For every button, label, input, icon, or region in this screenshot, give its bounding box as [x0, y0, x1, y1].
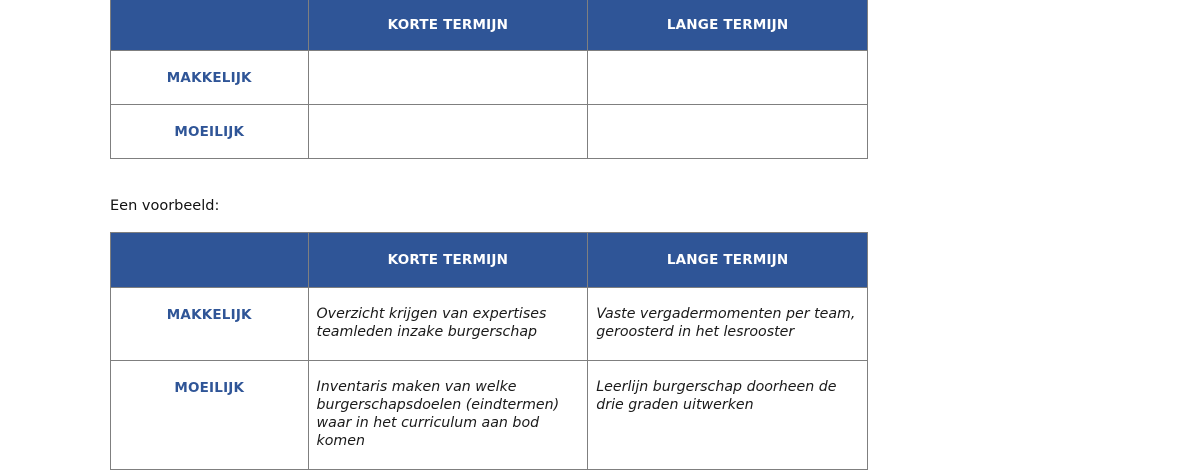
- row-label-makkelijk: MAKKELIJK: [111, 51, 309, 105]
- table-header-row: [111, 0, 868, 51]
- example-caption: Een voorbeeld:: [110, 198, 220, 214]
- cell-makkelijk-korte: [308, 51, 588, 105]
- cell-makkelijk-lange: [588, 51, 868, 105]
- table-row: [111, 361, 868, 470]
- header-korte-termijn: KORTE TERMIJN: [308, 233, 588, 288]
- table-row: [111, 105, 868, 159]
- row-label-moeilijk: MOEILIJK: [111, 361, 309, 470]
- cell-moeilijk-korte: [308, 105, 588, 159]
- cell-makkelijk-korte: Overzicht krijgen van expertises teamleden inzake burgerschap: [308, 288, 588, 361]
- table-row: [111, 288, 868, 361]
- header-lange-termijn: LANGE TERMIJN: [588, 233, 868, 288]
- table-header-row: [111, 233, 868, 288]
- priority-matrix-example: [110, 232, 868, 470]
- priority-matrix-empty: [110, 0, 868, 159]
- cell-makkelijk-lange: Vaste vergadermomenten per team, geroosterd in het lesrooster: [588, 288, 868, 361]
- cell-moeilijk-lange: [588, 105, 868, 159]
- header-corner: [111, 0, 309, 51]
- header-corner: [111, 233, 309, 288]
- cell-moeilijk-korte: Inventaris maken van welke burgerschapsdoelen (eindtermen) waar in het curriculum aan bod komen: [308, 361, 588, 470]
- table-row: [111, 51, 868, 105]
- cell-moeilijk-lange: Leerlijn burgerschap doorheen de drie graden uitwerken: [588, 361, 868, 470]
- header-lange-termijn: LANGE TERMIJN: [588, 0, 868, 51]
- row-label-moeilijk: MOEILIJK: [111, 105, 309, 159]
- header-korte-termijn: KORTE TERMIJN: [308, 0, 588, 51]
- row-label-makkelijk: MAKKELIJK: [111, 288, 309, 361]
